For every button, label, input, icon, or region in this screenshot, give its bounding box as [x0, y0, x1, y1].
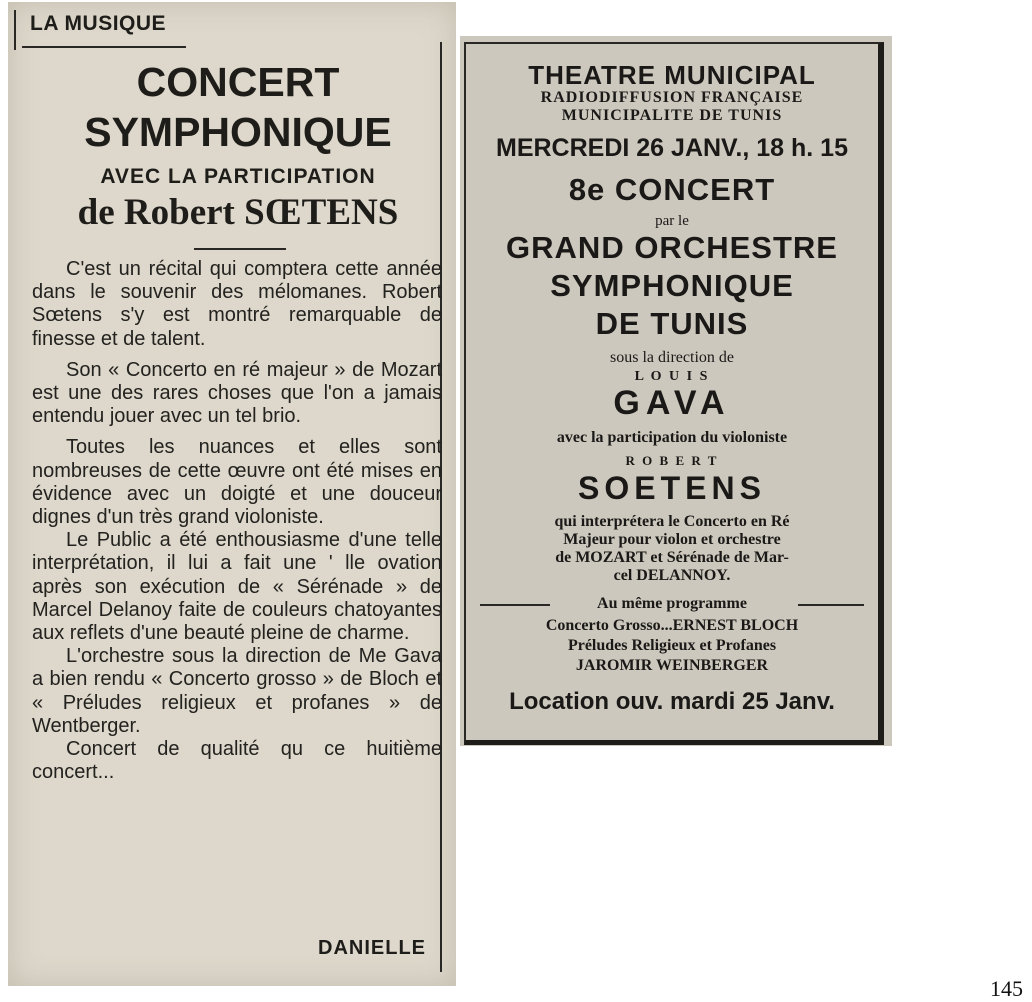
also-program-line: Préludes Religieux et Profanes	[567, 637, 777, 654]
headline-line-1: CONCERT	[136, 59, 340, 105]
also-program-label: Au même programme	[597, 595, 747, 612]
section-label: LA MUSIQUE	[30, 12, 167, 35]
orchestra-line-3: DE TUNIS	[595, 306, 749, 341]
also-program-line: Concerto Grosso...ERNEST BLOCH	[545, 617, 799, 634]
booking-info: Location ouv. mardi 25 Janv.	[509, 688, 835, 715]
article-body	[32, 258, 442, 784]
headline-divider	[194, 248, 286, 250]
orchestra-line-2: SYMPHONIQUE	[550, 268, 794, 303]
program-line: cel DELANNOY.	[613, 567, 731, 584]
article-paragraph: Toutes les nuances et elles sont nombreuses de cette œuvre ont été mises en évidence avec un doigté et une douceur dignes d'un très grand violoniste.	[32, 436, 442, 529]
article-paragraph: Concert de qualité qu ce huitième concert...	[32, 738, 442, 784]
program-line: Majeur pour violon et orchestre	[563, 531, 781, 548]
organizer-line-1: RADIODIFFUSION FRANÇAISE	[540, 89, 804, 106]
article-paragraph: Son « Concerto en ré majeur » de Mozart est une des rares choses que l'on a jamais entendu jouer avec un tel brio.	[32, 358, 442, 428]
advert-frame	[464, 42, 884, 745]
article-paragraph: C'est un récital qui comptera cette année dans le souvenir des mélomanes. Robert Sœtens s'y est montré remarquable de finesse et de talent.	[32, 258, 442, 350]
program-line: de MOZART et Sérénade de Mar-	[555, 549, 789, 566]
border-rule	[14, 10, 16, 50]
advert-clipping	[460, 36, 892, 746]
headline-name: de Robert SŒTENS	[77, 192, 399, 233]
page-number: 145	[990, 976, 1023, 1001]
conductor-last-name: GAVA	[613, 384, 731, 422]
concert-date: MERCREDI 26 JANV., 18 h. 15	[496, 134, 848, 162]
section-divider	[22, 46, 186, 48]
article-paragraph: L'orchestre sous la direction de Me Gava a bien rendu « Concerto grosso » de Bloch et « Préludes religieux et profanes » de Wentberger.	[32, 645, 442, 737]
article-paragraph: Le Public a été enthousiasme d'une telle interprétation, il lui a fait une ' lle ovation après son exécution de « Sérénade » de Marcel Delanoy faite de couleurs chatoyantes aux reflets d'une beauté pleine de charme.	[32, 529, 442, 645]
subheadline: AVEC LA PARTICIPATION	[100, 165, 376, 188]
direction-label: sous la direction de	[610, 349, 734, 366]
program-line: qui interprétera le Concerto en Ré	[554, 513, 790, 530]
soloist-last-name: SOETENS	[578, 470, 766, 506]
author-signature: DANIELLE	[318, 937, 426, 959]
participation-label: avec la participation du violoniste	[556, 429, 788, 446]
also-program-line: JAROMIR WEINBERGER	[575, 657, 769, 674]
concert-number: 8e CONCERT	[568, 172, 776, 207]
organizer-line-2: MUNICIPALITE DE TUNIS	[561, 107, 783, 124]
by-label: par le	[655, 213, 689, 229]
orchestra-line-1: GRAND ORCHESTRE	[506, 230, 838, 265]
soloist-first-name: R O B E R T	[625, 453, 719, 468]
venue-title: THEATRE MUNICIPAL	[528, 60, 816, 90]
article-clipping	[8, 2, 456, 986]
headline-line-2: SYMPHONIQUE	[84, 109, 392, 155]
conductor-first-name: L O U I S	[634, 369, 710, 384]
